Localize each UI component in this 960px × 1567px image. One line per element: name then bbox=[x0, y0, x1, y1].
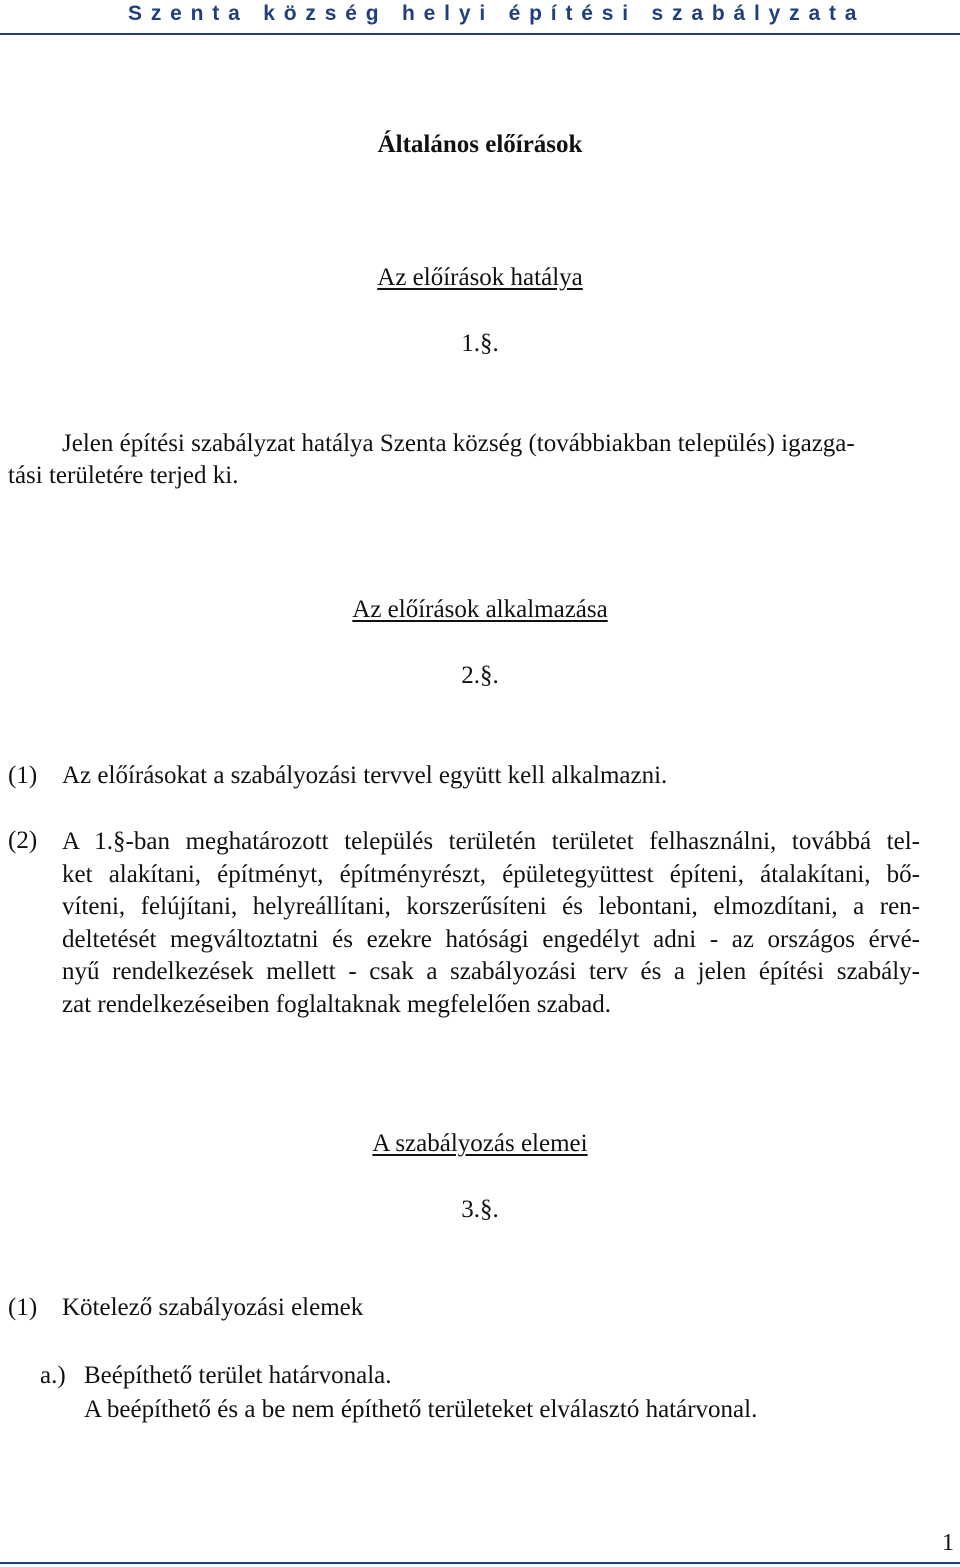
section-1-text-line-2: tási területére terjed ki. bbox=[8, 462, 239, 489]
section-2-para-1-number: (1) bbox=[8, 762, 38, 789]
section-3-item-a-text: Beépíthető terület határvonala. bbox=[84, 1362, 392, 1389]
section-2-para-2-line-3: víteni, felújítani, helyreállítani, korszerűsíteni és lebontani, elmozdítani, a ren- bbox=[62, 893, 920, 920]
section-2-para-2-line-6: zat rendelkezéseiben foglaltaknak megfelelően szabad. bbox=[62, 990, 612, 1018]
section-2-para-2-line-1: A 1.§-ban meghatározott település területén területet felhasználni, továbbá tel- bbox=[62, 828, 920, 855]
main-heading: Általános előírások bbox=[377, 131, 583, 158]
section-3-item-a-label: a.) bbox=[40, 1362, 66, 1389]
section-3-para-1-text: Kötelező szabályozási elemek bbox=[62, 1294, 364, 1321]
section-3-number: 3.§. bbox=[461, 1196, 499, 1223]
section-3-para-1-number: (1) bbox=[8, 1294, 38, 1321]
section-2-para-2-number: (2) bbox=[8, 827, 38, 854]
section-3-title-text: A szabályozás elemei bbox=[372, 1130, 588, 1157]
footer-rule bbox=[0, 1562, 960, 1564]
section-3-title bbox=[0, 1130, 960, 1158]
page-header bbox=[0, 2, 960, 34]
section-1-text-line-1: Jelen építési szabályzat hatálya Szenta község (továbbiakban település) igazga- bbox=[62, 430, 855, 457]
section-2-para-2-line-2: ket alakítani, építményt, építményrészt, épületegyüttest építeni, átalakítani, bő- bbox=[62, 860, 920, 888]
section-1-number: 1.§. bbox=[461, 330, 499, 357]
section-3-item-a-description: A beépíthető és a be nem építhető területeket elválasztó határvonal. bbox=[84, 1396, 758, 1423]
page-number: 1 bbox=[942, 1530, 954, 1556]
section-2-number: 2.§. bbox=[461, 662, 499, 689]
section-1-title bbox=[0, 264, 960, 292]
section-2-para-1-text: Az előírásokat a szabályozási tervvel együtt kell alkalmazni. bbox=[62, 762, 668, 789]
header-rule bbox=[0, 33, 960, 35]
header-title: Szenta község helyi építési szabályzata bbox=[128, 2, 866, 25]
section-2-para-2-line-4: deltetését megváltoztatni és ezekre hatósági engedélyt adni - az országos érvé- bbox=[62, 925, 920, 953]
section-1-title-text: Az előírások hatálya bbox=[377, 264, 583, 291]
section-2-title-text: Az előírások alkalmazása bbox=[352, 596, 608, 623]
section-2-para-2-line-5: nyű rendelkezések mellett - csak a szabályozási terv és a jelen építési szabály- bbox=[62, 958, 920, 985]
section-2-title bbox=[0, 596, 960, 624]
